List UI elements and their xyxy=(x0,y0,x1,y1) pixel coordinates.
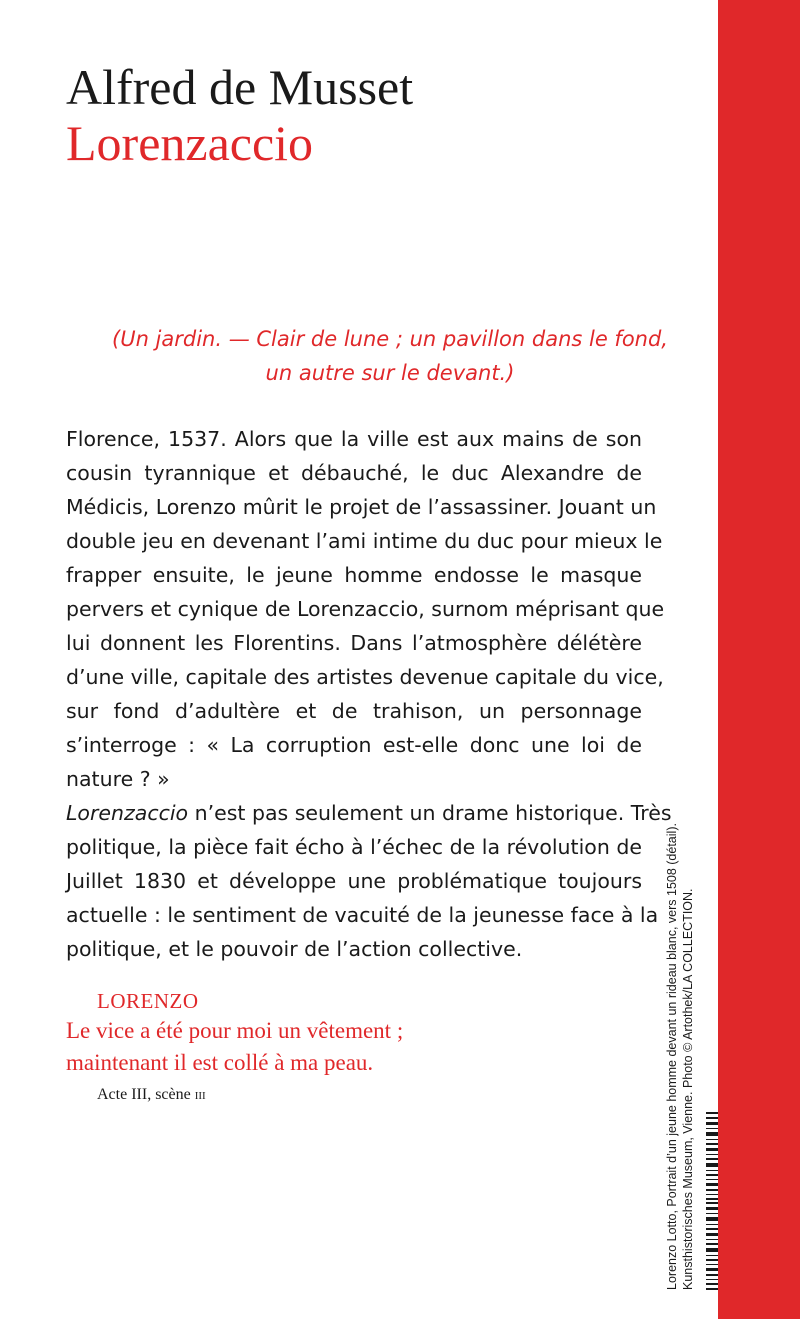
summary-line: double jeu en devenant l’ami intime du duc pour mieux le xyxy=(66,529,663,553)
quote-speaker: LORENZO xyxy=(97,989,199,1013)
quote-reference xyxy=(97,1084,206,1106)
summary-text xyxy=(66,422,672,966)
quote-reference-text: Acte III, scène xyxy=(97,1086,195,1103)
summary-line: Florence, 1537. Alors que la ville est aux mains de son xyxy=(66,427,642,451)
summary-line: frapper ensuite, le jeune homme endosse le masque xyxy=(66,563,642,587)
summary-line: lui donnent les Florentins. Dans l’atmosphère délétère xyxy=(66,631,642,655)
image-credit-line: Kunsthistorisches Museum, Vienne. Photo © Artothek/LA COLLECTION. xyxy=(681,888,695,1290)
summary-line: actuelle : le sentiment de vacuité de la jeunesse face à la xyxy=(66,903,659,927)
quote-reference-numeral: iii xyxy=(194,1086,206,1103)
quote-line: maintenant il est collé à ma peau. xyxy=(66,1050,374,1075)
summary-line-rest: n’est pas seulement un drame historique. Très xyxy=(188,801,672,825)
image-credit-line: Lorenzo Lotto, Portrait d’un jeune homme devant un rideau blanc, vers 1508 (détail). xyxy=(665,823,679,1290)
summary-line xyxy=(66,796,672,830)
summary-line: s’interroge : « La corruption est-elle donc une loi de xyxy=(66,733,642,757)
summary-line: politique, la pièce fait écho à l’échec de la révolution de xyxy=(66,835,642,859)
quote-line: Le vice a été pour moi un vêtement ; xyxy=(66,1018,404,1043)
red-spine-band xyxy=(718,0,800,1319)
stage-direction xyxy=(90,322,690,390)
stage-direction-line: un autre sur le devant.) xyxy=(265,361,515,385)
author-name: Alfred de Musset xyxy=(66,59,414,115)
summary-line: pervers et cynique de Lorenzaccio, surnom méprisant que xyxy=(66,597,665,621)
summary-line: nature ? » xyxy=(66,767,170,791)
book-title: Lorenzaccio xyxy=(66,115,314,171)
summary-line: cousin tyrannique et débauché, le duc Alexandre de xyxy=(66,461,642,485)
summary-line: Juillet 1830 et développe une problématique toujours xyxy=(66,869,642,893)
summary-line: d’une ville, capitale des artistes devenue capitale du vice, xyxy=(66,665,664,689)
summary-line: sur fond d’adultère et de trahison, un personnage xyxy=(66,699,642,723)
summary-line: politique, et le pouvoir de l’action collective. xyxy=(66,937,523,961)
title-italic: Lorenzaccio xyxy=(66,801,189,825)
stage-direction-line: (Un jardin. — Clair de lune ; un pavillon dans le fond, xyxy=(112,327,668,351)
summary-line: Médicis, Lorenzo mûrit le projet de l’assassiner. Jouant un xyxy=(66,495,657,519)
